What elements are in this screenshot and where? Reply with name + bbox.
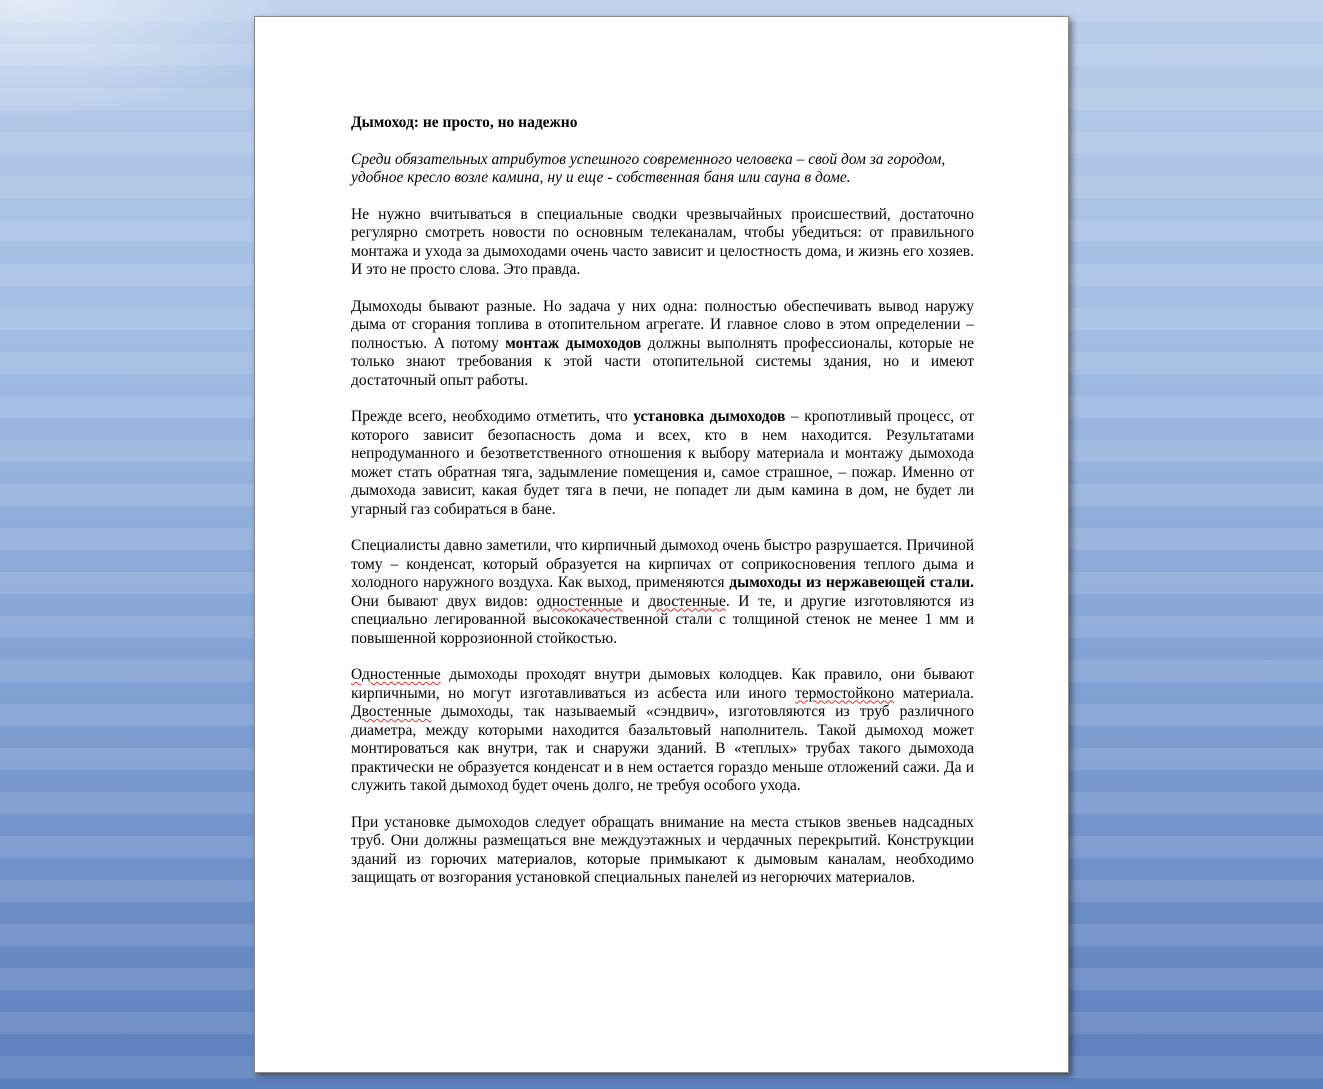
paragraph-4-text-a: Специалисты давно заметили, что кирпичный дымоход очень быстро разрушается. Причиной тому – конденсат, который образуется на кирпичах от соприкосновения теплого дыма и холодного наружного воздуха. Как выход, применяются: [351, 537, 974, 591]
paragraph-5-text-f: дымоходы, так называемый «сэндвич», изготовляются из труб различного диаметра, между которыми находится базальтовый наполнитель. Такой дымоход может монтироваться как внутри, так и снаружи зданий. В «теплых» трубах такого дымохода практически не образуется конденсат и в нем остается гораздо меньше отложений сажи. Да и служить такой дымоход будет очень долго, не требуя особого ухода.: [351, 703, 974, 794]
document-page[interactable]: [254, 16, 1069, 1073]
paragraph-1: Не нужно вчитываться в специальные сводки чрезвычайных происшествий, достаточно регулярно смотреть новости по основным телеканалам, чтобы убедиться: от правильного монтажа и ухода за дымоходами очень часто зависит и целостность дома, и жизнь его хозяев. И это не просто слова. Это правда.: [351, 205, 974, 278]
document-title: Дымоход: не просто, но надежно: [351, 114, 578, 131]
paragraph-3-text-c: – кропотливый процесс, от которого зависит безопасность дома и всех, кто в нем находится. Результатами непродуманного и безответственного отношения к выбору материала и монтажу дымохода может стать обратная тяга, задымление помещения и, самое страшное, – пожар. Именно от дымохода зависит, какая будет тяга в печи, не попадет ли дым камина в дом, не будет ли угарный газ собираться в бане.: [351, 408, 974, 518]
spellcheck-word[interactable]: Двостенные: [351, 703, 432, 720]
paragraph-5-text-d: материала.: [894, 684, 974, 702]
spellcheck-word[interactable]: термостойконо: [794, 684, 895, 702]
paragraph-5-text-b: дымоходы проходят внутри дымовых колодцев. Как правило, они бывают кирпичными, но могут изготавливаться из асбеста или иного: [351, 666, 974, 702]
paragraph-5: [351, 666, 974, 796]
paragraph-4-text-c: Они бывают двух видов:: [351, 592, 537, 610]
intro-paragraph: Среди обязательных атрибутов успешного современного человека – свой дом за городом, удобное кресло возле камина, ну и еще - собственная баня или сауна в доме.: [351, 150, 946, 186]
paragraph-2-bold-term: монтаж дымоходов: [505, 334, 642, 352]
spellcheck-word[interactable]: одностенные: [536, 592, 623, 610]
paragraph-6: При установке дымоходов следует обращать внимание на места стыков звеньев надсадных труб. Они должны размещаться вне междуэтажных и чердачных перекрытий. Конструкции зданий из горючих материалов, которые примыкают к дымовым каналам, необходимо защищать от возгорания установкой специальных панелей из негорючих материалов.: [351, 813, 974, 886]
paragraph-3-text-a: Прежде всего, необходимо отметить, что: [351, 408, 634, 425]
paragraph-3-bold-term: установка дымоходов: [633, 408, 786, 425]
paragraph-2-text-a: Дымоходы бывают разные. Но задача у них одна: полностью обеспечивать вывод наружу дыма от сгорания топлива в отопительном агрегате. И главное слово в этом определении – полностью. А потому: [351, 297, 974, 352]
paragraph-4-text-g: . И те, и другие изготовляются из специально легированной высококачественной стали с толщиной стенок не менее 1 мм и повышенной коррозионной стойкостью.: [351, 592, 975, 647]
paragraph-2-text-c: должны выполнять профессионалы, которые не только знают требования к этой части отопительной системы здания, но и имеют достаточный опыт работы.: [351, 334, 974, 389]
paragraph-4-bold-term: дымоходы из нержавеющей стали.: [729, 574, 974, 591]
paragraph-2: [351, 298, 974, 391]
paragraph-4: [351, 537, 974, 648]
paragraph-4-text-e: и: [622, 592, 649, 610]
spellcheck-word[interactable]: Одностенные: [351, 666, 441, 683]
spellcheck-word[interactable]: двостенные: [648, 592, 726, 610]
paragraph-3: [351, 408, 974, 519]
document-body[interactable]: [351, 114, 974, 906]
